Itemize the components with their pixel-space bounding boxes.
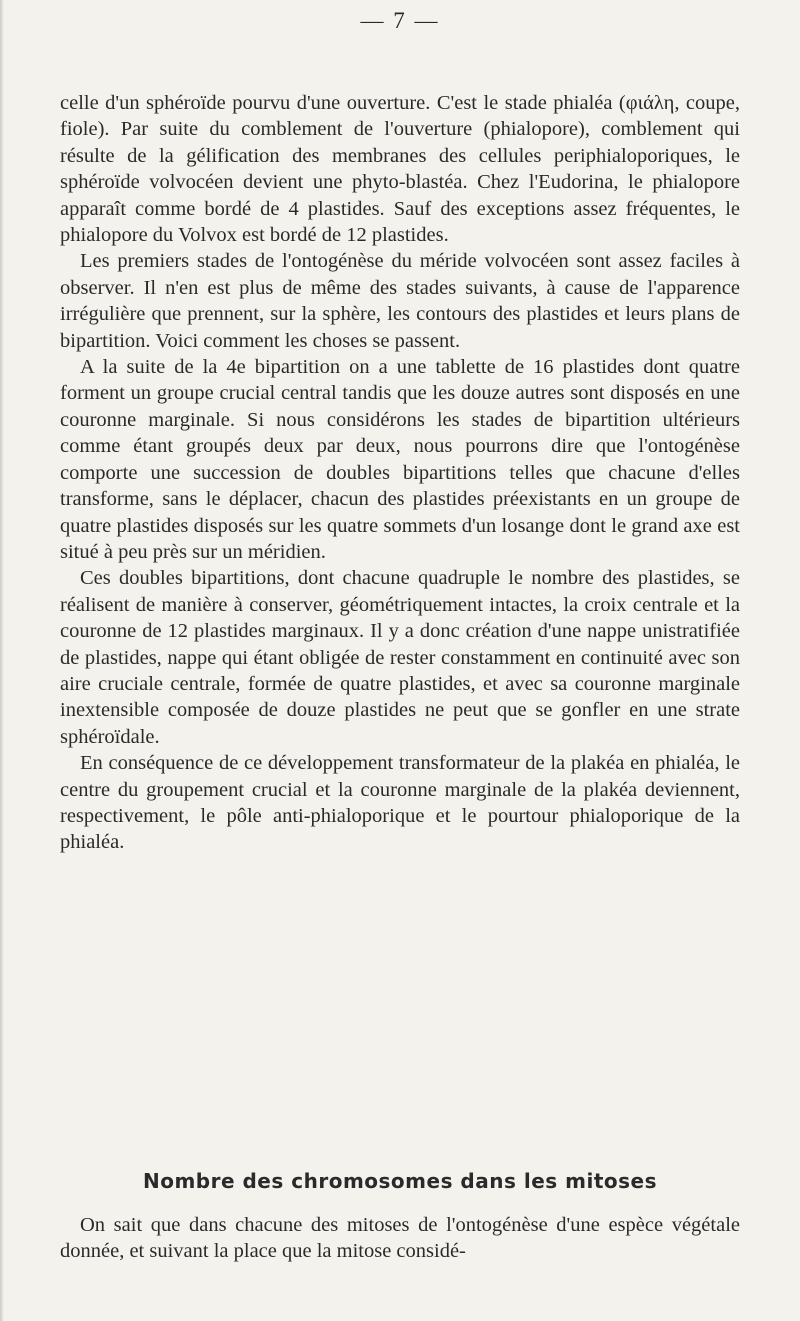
page-number: — 7 — <box>360 8 440 33</box>
paragraph-5: En conséquence de ce développement transformateur de la plakéa en phialéa, le centre du groupement crucial et la couronne marginale de la plakéa deviennent, respectivement, le pôle anti-phialoporique et le pourtour phialoporique de la phialéa. <box>60 752 740 854</box>
page-edge-shadow <box>0 0 4 1321</box>
section-opening-paragraph: On sait que dans chacune des mitoses de l'ontogénèse d'une espèce végétale donnée, et suivant la place que la mitose considé- <box>60 1214 740 1263</box>
paragraph-1: celle d'un sphéroïde pourvu d'une ouverture. C'est le stade phialéa (φιάλη, coupe, fiole). Par suite du comblement de l'ouverture (phialopore), comblement qui résulte de la gélification des membranes des cellules periphialoporiques, le sphéroïde volvocéen devient une phyto-blastéa. Chez l'Eudorina, le phialopore apparaît comme bordé de 4 plastides. Sauf des exceptions assez fréquentes, le phialopore du Volvox est bordé de 12 plastides. <box>60 92 740 247</box>
section-heading: Nombre des chromosomes dans les mitoses <box>142 1169 658 1193</box>
paragraph-4: Ces doubles bipartitions, dont chacune quadruple le nombre des plastides, se réalisent de manière à conserver, géométriquement intactes, la croix centrale et la couronne de 12 plastides marginaux. Il y a donc création d'une nappe unistratifiée de plastides, nappe qui étant obligée de rester constamment en continuité avec son aire cruciale centrale, formée de quatre plastides, et avec sa couronne marginale inextensible composée de douze plastides ne peut que se gonfler en une strate sphéroïdale. <box>60 567 740 748</box>
paragraph-2: Les premiers stades de l'ontogénèse du méride volvocéen sont assez faciles à observer. Il n'en est plus de même des stades suivants, à cause de l'apparence irrégulière que prennent, sur la sphère, les contours des plastides et leurs plans de bipartition. Voici comment les choses se passent. <box>60 250 740 352</box>
body-text <box>60 90 740 856</box>
paragraph-3: A la suite de la 4e bipartition on a une tablette de 16 plastides dont quatre forment un groupe crucial central tandis que les douze autres sont disposés en une couronne marginale. Si nous considérons les stades de bipartition ultérieurs comme étant groupés deux par deux, nous pourrons dire que l'ontogénèse comporte une succession de doubles bipartitions telles que chacune d'elles transforme, sans le déplacer, chacun des plastides préexistants en un groupe de quatre plastides disposés sur les quatre sommets d'un losange dont le grand axe est situé à peu près sur un méridien. <box>60 356 740 563</box>
section-body <box>60 1212 740 1265</box>
